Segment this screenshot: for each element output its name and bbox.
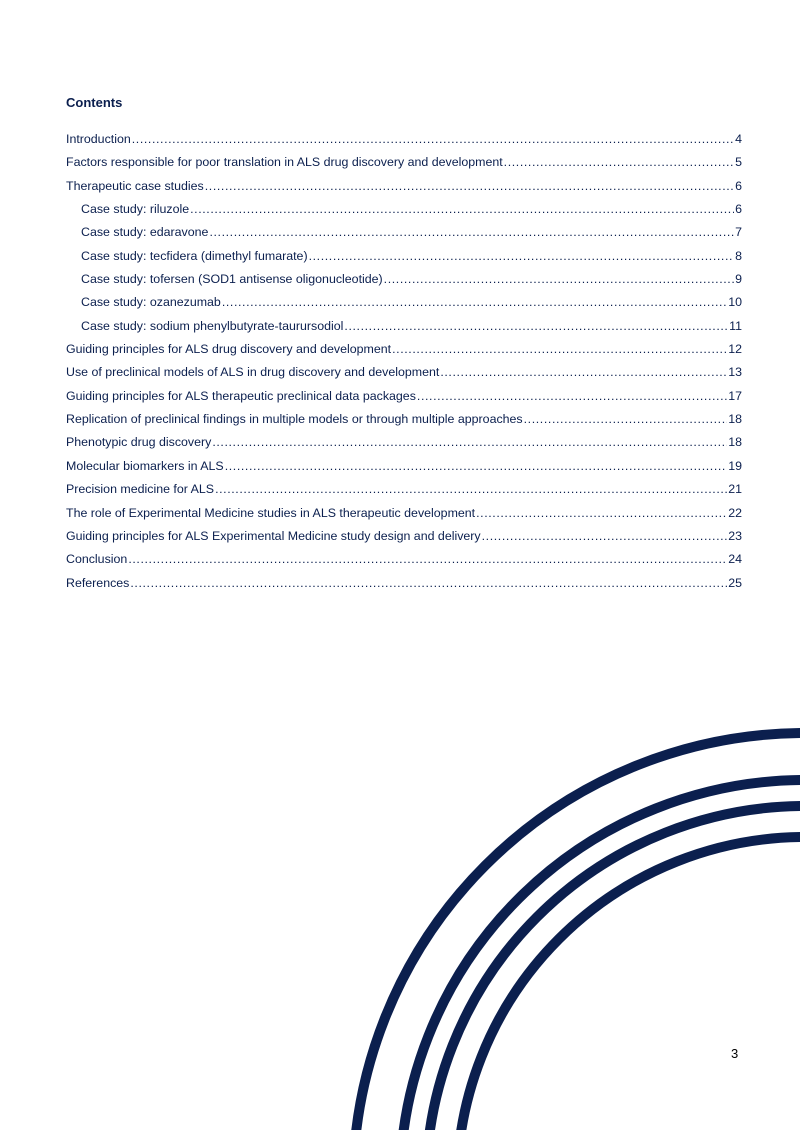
decorative-arc-3 bbox=[426, 806, 800, 1130]
decorative-arc-4 bbox=[457, 837, 800, 1130]
toc-entry-title: Case study: tofersen (SOD1 antisense oligonucleotide) bbox=[81, 272, 383, 287]
toc-entry-page: 18 bbox=[728, 412, 742, 427]
page-number: 3 bbox=[731, 1046, 739, 1061]
toc-entry-page: 8 bbox=[735, 248, 742, 263]
toc-entry-title: Case study: tecfidera (dimethyl fumarate) bbox=[81, 248, 308, 263]
decorative-arc-2 bbox=[400, 780, 800, 1130]
toc-entry-page: 4 bbox=[735, 132, 742, 146]
toc-entry-title: Conclusion bbox=[66, 552, 128, 567]
toc-entry-page: 5 bbox=[735, 155, 742, 170]
toc-entry-title: The role of Experimental Medicine studies in ALS therapeutic development bbox=[66, 505, 476, 520]
toc-entry-page: 19 bbox=[728, 458, 742, 473]
toc-entry-page: 10 bbox=[728, 295, 742, 310]
contents-heading: Contents bbox=[66, 95, 123, 110]
toc-entry-page: 25 bbox=[728, 575, 742, 590]
toc-entry-title: References bbox=[66, 575, 130, 590]
toc-entry-page: 23 bbox=[728, 528, 742, 543]
toc-entry-page: 24 bbox=[728, 552, 742, 567]
toc-entry-title: Use of preclinical models of ALS in drug discovery and development bbox=[66, 365, 440, 380]
toc-entry-title: Guiding principles for ALS therapeutic preclinical data packages bbox=[66, 388, 416, 403]
toc-entry-title: Phenotypic drug discovery bbox=[66, 435, 212, 450]
toc-entry-title: Guiding principles for ALS drug discovery and development bbox=[66, 342, 392, 357]
toc-entry-title: Therapeutic case studies bbox=[66, 178, 204, 193]
toc-entry-title: Replication of preclinical findings in multiple models or through multiple approaches bbox=[66, 412, 523, 427]
toc-entry-page: 7 bbox=[735, 225, 742, 240]
toc-entry-page: 6 bbox=[735, 178, 742, 193]
toc-entry-title: Case study: ozanezumab bbox=[81, 295, 221, 310]
toc-entry-title: Guiding principles for ALS Experimental Medicine study design and delivery bbox=[66, 528, 481, 543]
toc-entry-title: Case study: sodium phenylbutyrate-taurursodiol bbox=[81, 318, 344, 333]
toc-entry-page: 11 bbox=[729, 318, 742, 333]
toc-entry-title: Case study: riluzole bbox=[81, 202, 190, 217]
toc-entry-title: Introduction bbox=[66, 132, 131, 146]
toc-entry-title: Case study: edaravone bbox=[81, 225, 209, 240]
toc-entry-page: 9 bbox=[735, 272, 742, 287]
toc-entry-title: Molecular biomarkers in ALS bbox=[66, 458, 224, 473]
toc-entry-page: 13 bbox=[728, 365, 742, 380]
toc-entry-page: 21 bbox=[728, 482, 742, 497]
toc-entry-page: 18 bbox=[728, 435, 742, 450]
toc-entry-title: Precision medicine for ALS bbox=[66, 482, 215, 497]
toc-entry-page: 6 bbox=[735, 202, 742, 217]
toc-entry-page: 12 bbox=[728, 342, 742, 357]
toc-entry-page: 22 bbox=[728, 505, 742, 520]
toc-entry-page: 17 bbox=[728, 388, 742, 403]
toc-entry-title: Factors responsible for poor translation in ALS drug discovery and development bbox=[66, 155, 503, 170]
